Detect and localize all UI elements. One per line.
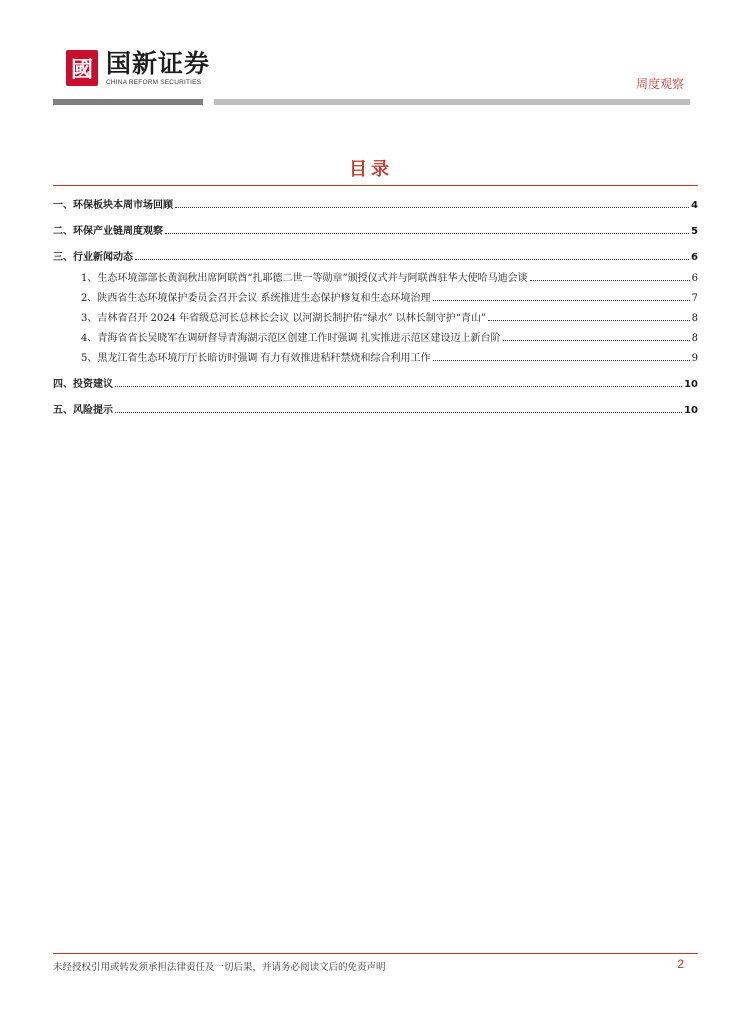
toc-leader-dots [433, 291, 690, 301]
toc-entry[interactable] [53, 224, 698, 238]
toc-leader-dots [115, 403, 682, 413]
logo-text [106, 50, 210, 86]
toc-entry-page: 8 [691, 313, 698, 324]
page-number: 2 [677, 957, 684, 971]
toc-entry-page: 4 [691, 200, 698, 211]
toc-subentry[interactable] [53, 291, 698, 305]
logo-english-name: CHINA REFORM SECURITIES [106, 79, 202, 86]
toc-entry-page: 9 [691, 353, 698, 364]
toc-leader-dots [135, 250, 689, 260]
toc-leader-dots [503, 331, 690, 341]
toc-entry-page: 8 [691, 333, 698, 344]
logo-chinese-name: 国新证券 [106, 49, 211, 78]
toc-entry-label: 1、生态环境部部长黄润秋出席阿联酋“扎耶德二世一等勋章”颁授仪式并与阿联酋驻华大使哈马迪会谈 [81, 273, 528, 284]
footer-disclaimer: 未经授权引用或转发须承担法律责任及一切后果，并请务必阅读文后的免责声明 [53, 962, 386, 973]
toc-subentry[interactable] [53, 351, 698, 365]
footer-divider [53, 953, 698, 954]
toc-leader-dots [530, 271, 690, 281]
toc-entry[interactable] [53, 403, 698, 417]
toc-leader-dots [488, 311, 690, 321]
toc-leader-dots [433, 351, 690, 361]
logo-mark-icon: 國 [66, 50, 98, 86]
report-type-label: 周度观察 [635, 77, 684, 91]
header-bar-light [214, 99, 690, 105]
toc-entry-page: 7 [691, 293, 698, 304]
toc-entry-label: 四、投资建议 [53, 379, 113, 390]
toc-entry-label: 3、吉林省召开 2024 年省级总河长总林长会议 以河湖长制护佑“绿水” 以林长制守护“青山” [81, 313, 486, 324]
toc-entry-label: 2、陕西省生态环境保护委员会召开会议 系统推进生态保护修复和生态环境治理 [81, 293, 431, 304]
toc-entry[interactable] [53, 250, 698, 264]
toc-subentry[interactable] [53, 331, 698, 345]
toc-entry-label: 一、环保板块本周市场回顾 [53, 200, 173, 211]
toc-leader-dots [165, 224, 689, 234]
toc-entry-label: 4、青海省省长吴晓军在调研督导青海湖示范区创建工作时强调 扎实推进示范区建设迈上新台阶 [81, 333, 501, 344]
toc-title: 目录 [349, 159, 393, 180]
toc-leader-dots [115, 377, 682, 387]
toc-divider [53, 185, 698, 186]
toc-entry-label: 5、黑龙江省生态环境厅厅长暗访时强调 有力有效推进秸秆禁烧和综合利用工作 [81, 353, 431, 364]
toc-list [53, 198, 698, 429]
header-bar-dark [53, 99, 203, 105]
toc-entry-label: 五、风险提示 [53, 405, 113, 416]
toc-entry-page: 6 [691, 252, 698, 263]
toc-entry-page: 10 [684, 379, 698, 390]
toc-entry[interactable] [53, 377, 698, 391]
toc-subentry[interactable] [53, 311, 698, 325]
toc-entry-page: 5 [691, 226, 698, 237]
toc-entry[interactable] [53, 198, 698, 212]
toc-leader-dots [175, 198, 689, 208]
toc-subentry[interactable] [53, 271, 698, 285]
toc-entry-label: 三、行业新闻动态 [53, 252, 133, 263]
toc-entry-page: 6 [691, 273, 698, 284]
toc-entry-label: 二、环保产业链周度观察 [53, 226, 163, 237]
toc-entry-page: 10 [684, 405, 698, 416]
company-logo [66, 50, 210, 86]
